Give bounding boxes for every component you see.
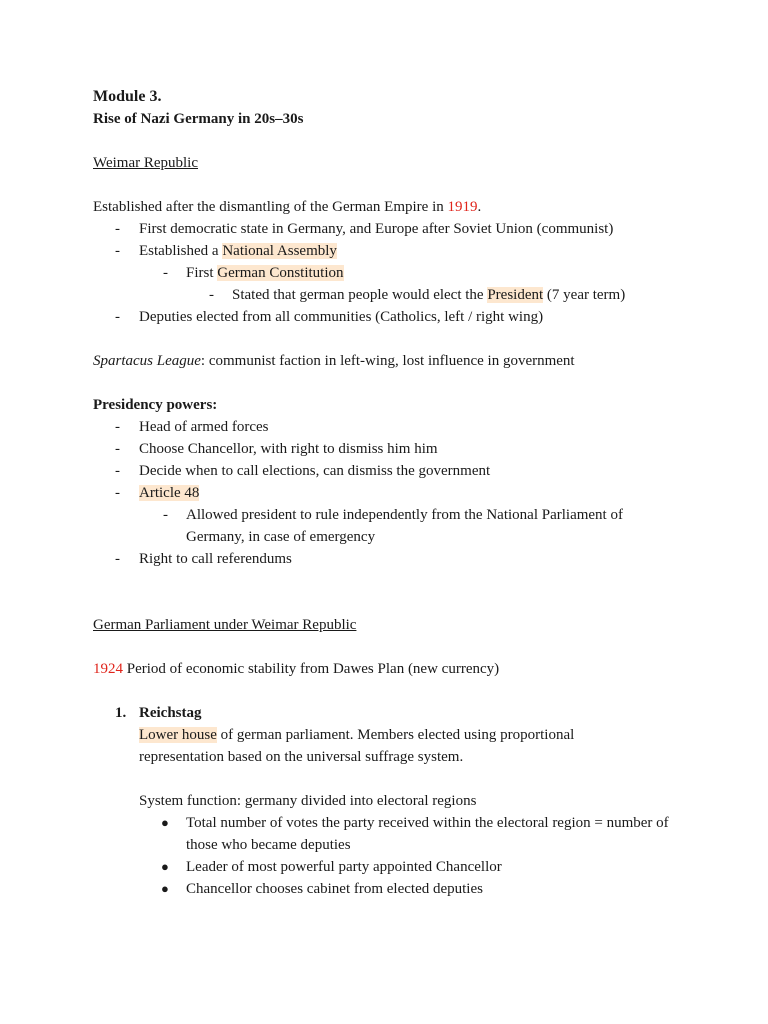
- list-item: - Choose Chancellor, with right to dismiss him him: [115, 441, 438, 457]
- list-item: ● Leader of most powerful party appointed Chancellor: [161, 859, 502, 875]
- module-title: Module 3.: [93, 88, 162, 105]
- reichstag-heading: 1. Reichstag: [115, 705, 202, 721]
- stability-line: 1924 Period of economic stability from Dawes Plan (new currency): [93, 661, 500, 677]
- year-1919: 1919: [447, 199, 478, 215]
- parliament-heading: German Parliament under Weimar Republic: [93, 617, 357, 633]
- reichstag-desc-1: Lower house of german parliament. Members elected using proportional: [139, 727, 575, 743]
- spartacus-line: Spartacus League: communist faction in left-wing, lost influence in government: [93, 353, 575, 369]
- reichstag-desc-2: representation based on the universal suffrage system.: [139, 749, 464, 765]
- list-item: - Head of armed forces: [115, 419, 269, 435]
- page-subtitle: Rise of Nazi Germany in 20s–30s: [93, 111, 304, 127]
- list-item: - Deputies elected from all communities (Catholics, left / right wing): [115, 309, 544, 325]
- list-item: - First German Constitution: [163, 265, 344, 281]
- list-item: - Allowed president to rule independently from the National Parliament of Germany, in case of emergency: [163, 507, 623, 545]
- year-1924: 1924: [93, 661, 123, 677]
- list-item: - Established a National Assembly: [115, 243, 337, 259]
- highlight-german-constitution: German Constitution: [217, 265, 344, 281]
- list-item: ● Chancellor chooses cabinet from elected deputies: [161, 881, 483, 897]
- weimar-intro: Established after the dismantling of the German Empire in 1919.: [93, 199, 482, 215]
- system-function: System function: germany divided into electoral regions: [139, 793, 477, 809]
- highlight-president: President: [487, 287, 544, 303]
- list-item: - Right to call referendums: [115, 551, 292, 567]
- highlight-article-48: Article 48: [139, 485, 200, 501]
- spartacus-name: Spartacus League: [93, 353, 201, 369]
- highlight-lower-house: Lower house: [139, 727, 217, 743]
- list-item: - Decide when to call elections, can dismiss the government: [115, 463, 491, 479]
- list-item: ● Total number of votes the party received within the electoral region = number of those who became deputies: [161, 815, 669, 853]
- list-item: - Stated that german people would elect the President (7 year term): [209, 287, 626, 303]
- weimar-heading: Weimar Republic: [93, 155, 199, 171]
- list-item: - Article 48: [115, 485, 200, 501]
- document-page: [93, 86, 693, 900]
- highlight-national-assembly: National Assembly: [222, 243, 337, 259]
- presidency-heading: Presidency powers:: [93, 397, 218, 413]
- list-item: - First democratic state in Germany, and Europe after Soviet Union (communist): [115, 221, 614, 237]
